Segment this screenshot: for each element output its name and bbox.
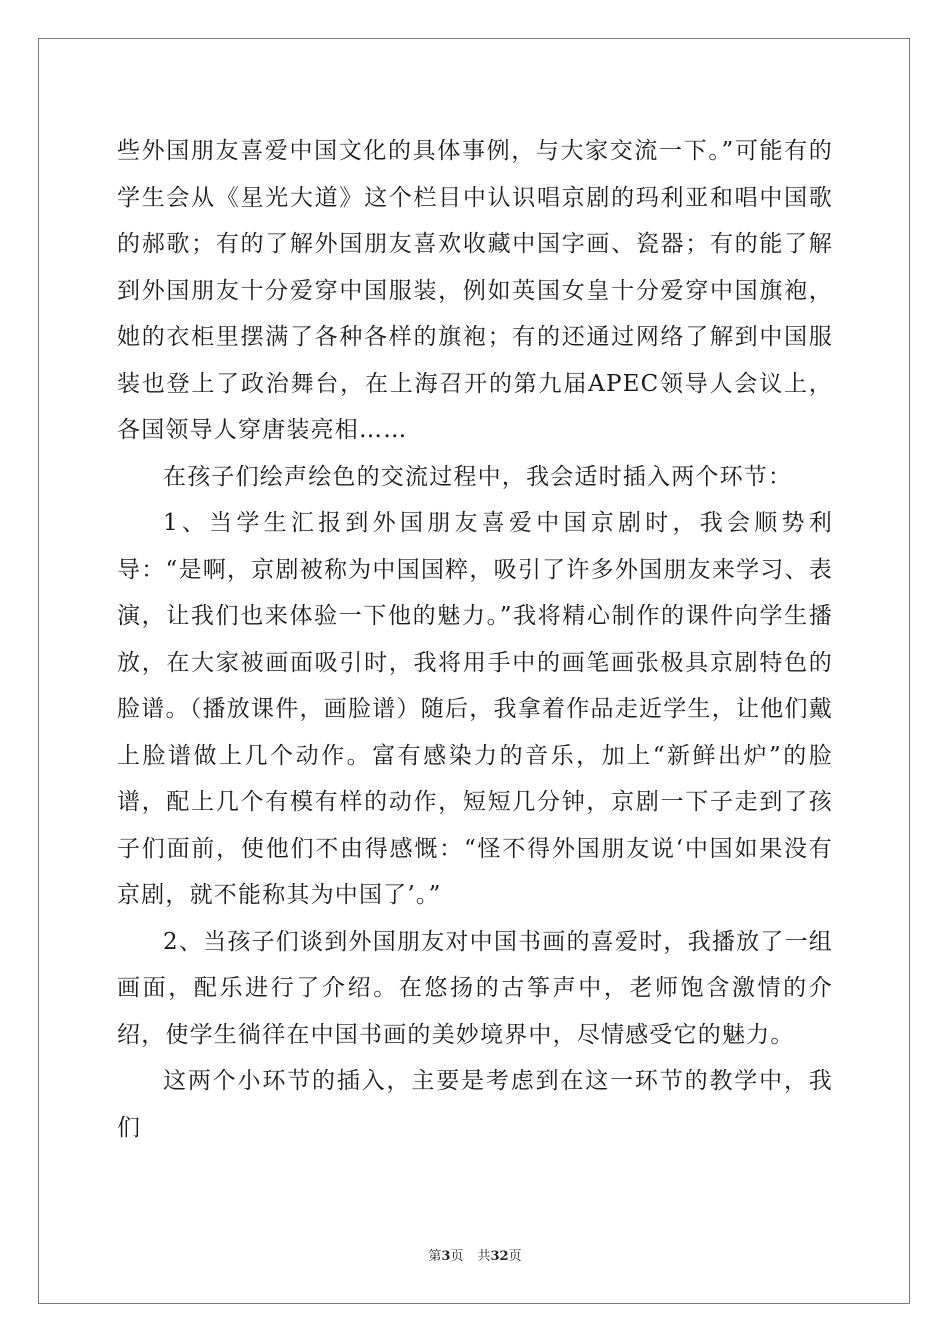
paragraph-1: 些外国朋友喜爱中国文化的具体事例，与大家交流一下。”可能有的学生会从《星光大道》这个栏目中认识唱京剧的玛利亚和唱中国歌的郝歌；有的了解外国朋友喜欢收藏中国字画、瓷器；有的能了解到外国朋友十分爱穿中国服装，例如英国女皇十分爱穿中国旗袍，她的衣柜里摆满了各种各样的旗袍；有的还通过网络了解到中国服装也登上了政治舞台，在上海召开的第九届APEC领导人会议上，各国领导人穿唐装亮相…… [117,138,833,443]
paragraph-2: 在孩子们绘声绘色的交流过程中，我会适时插入两个环节： [163,463,793,490]
paragraph-4: 2、当孩子们谈到外国朋友对中国书画的喜爱时，我播放了一组画面，配乐进行了介绍。在悠扬的古筝声中，老师饱含激情的介绍，使学生徜徉在中国书画的美妙境界中，尽情感受它的魅力。 [117,928,833,1048]
document-body [117,128,833,1151]
footer-page-suffix: 页 [450,1249,464,1264]
footer-prefix: 第 [428,1249,442,1264]
page-footer [0,1245,950,1264]
footer-total-suffix: 页 [508,1249,522,1264]
total-page-count: 32 [490,1249,509,1264]
paragraph-5: 这两个小环节的插入，主要是考虑到在这一环节的教学中，我们 [117,1068,833,1141]
paragraph-3: 1、当学生汇报到外国朋友喜爱中国京剧时，我会顺势利导：“是啊，京剧被称为中国国粹，吸引了许多外国朋友来学习、表演，让我们也来体验一下他的魅力。”我将精心制作的课件向学生播放，在大家被画面吸引时，我将用手中的画笔画张极具京剧特色的脸谱。（播放课件，画脸谱）随后，我拿着作品走近学生，让他们戴上脸谱做上几个动作。富有感染力的音乐，加上“新鲜出炉”的脸谱，配上几个有模有样的动作，短短几分钟，京剧一下子走到了孩子们面前，使他们不由得感慨：“怪不得外国朋友说‘中国如果没有京剧，就不能称其为中国了’。” [117,510,833,908]
footer-total-prefix: 共 [477,1249,491,1264]
current-page-number: 3 [441,1249,451,1264]
